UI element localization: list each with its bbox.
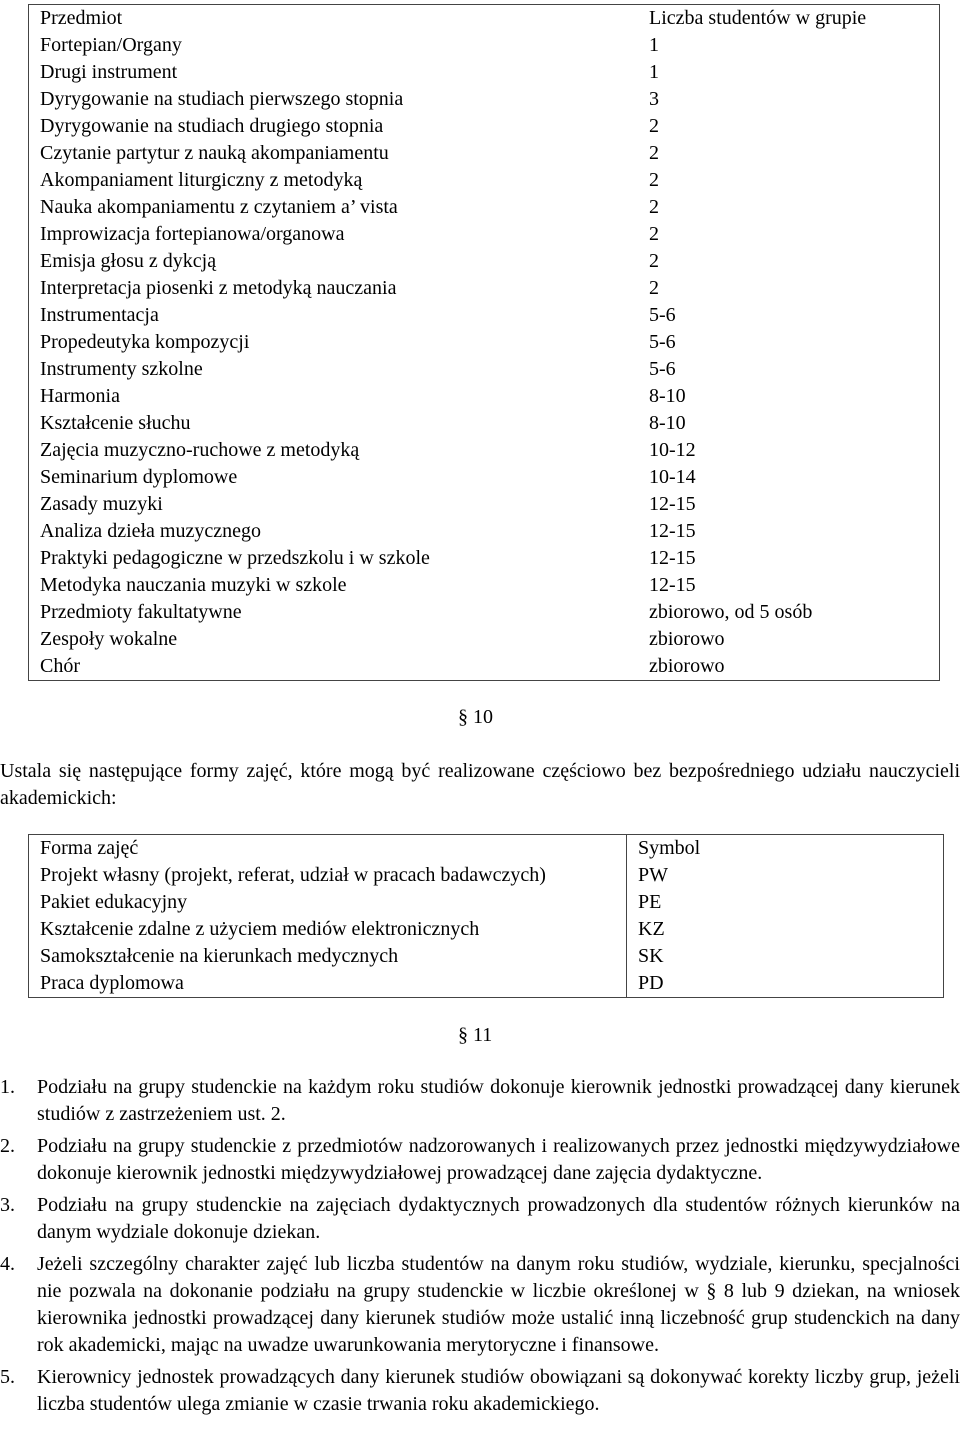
table-row [29,437,940,464]
count-cell: 5-6 [649,304,676,326]
form-cell: Praca dyplomowa [40,972,184,994]
list-item-text: Jeżeli szczególny charakter zajęć lub liczba studentów na danym roku studiów, wydziale, kierunku, specjalności nie pozwala na dokonanie podziału na grupy studenckie w liczbie określonej w § 8 lub 9 dziekan, na wniosek kierownika jednostki prowadzącej dany kierunek studiów może ustalić inną liczebność grup studenckich na dany rok akademicki, mając na uwadze uwarunkowania merytoryczne i finansowe. [37,1253,960,1356]
table-row [29,943,944,970]
subject-cell: Metodyka nauczania muzyki w szkole [40,574,347,596]
count-cell: 12-15 [649,547,696,569]
section-marker-10: § 10 [458,706,493,728]
table-row [29,464,940,491]
subject-cell: Czytanie partytur z nauką akompaniamentu [40,142,389,164]
table-row [29,862,944,889]
subject-cell: Interpretacja piosenki z metodyką nauczania [40,277,397,299]
list-item-text: Podziału na grupy studenckie na każdym roku studiów dokonuje kierownik jednostki prowadzącej dany kierunek studiów z zastrzeżeniem ust. 2. [37,1076,960,1125]
subject-cell: Dyrygowanie na studiach pierwszego stopnia [40,88,404,110]
subject-cell: Analiza dzieła muzycznego [40,520,261,542]
table-row [29,86,940,113]
list-item-text: Podziału na grupy studenckie z przedmiotów nadzorowanych i realizowanych przez jednostki międzywydziałowe dokonuje kierownik jednostki międzywydziałowej prowadzącej dane zajęcia dydaktyczne. [37,1135,960,1184]
numbered-paragraphs [0,1074,960,1423]
header-subject: Przedmiot [40,7,123,29]
table-header-row [29,5,940,33]
count-cell: 3 [649,88,659,110]
symbol-cell: SK [627,943,944,970]
subject-cell: Emisja głosu z dykcją [40,250,217,272]
symbol-cell: PE [627,889,944,916]
symbol-cell: PD [627,970,944,998]
table-row [29,140,940,167]
subject-cell: Przedmioty fakultatywne [40,601,242,623]
table-header-row [29,835,944,863]
count-cell: 1 [649,34,659,56]
list-item-text: Podziału na grupy studenckie na zajęciach dydaktycznych prowadzonych dla studentów różnych kierunków na danym wydziale dokonuje dziekan. [37,1194,960,1243]
table-row [29,970,944,998]
list-item-number: 1. [0,1076,15,1098]
table-row [29,248,940,275]
table-row [29,518,940,545]
count-cell: 2 [649,250,659,272]
subject-cell: Zajęcia muzyczno-ruchowe z metodyką [40,439,360,461]
count-cell: zbiorowo, od 5 osób [649,601,813,623]
table-row [29,194,940,221]
group-size-table [28,4,940,681]
subject-cell: Zespoły wokalne [40,628,178,650]
count-cell: 12-15 [649,574,696,596]
subject-cell: Praktyki pedagogiczne w przedszkolu i w szkole [40,547,430,569]
header-count: Liczba studentów w grupie [649,7,867,29]
count-cell: 5-6 [649,358,676,380]
subject-cell: Fortepian/Organy [40,34,182,56]
count-cell: 2 [649,169,659,191]
count-cell: 10-14 [649,466,696,488]
subject-cell: Zasady muzyki [40,493,163,515]
list-item-number: 5. [0,1366,15,1388]
table-row [29,653,940,681]
table-row [29,59,940,86]
list-item [0,1133,960,1187]
intro-paragraph: Ustala się następujące formy zajęć, które mogą być realizowane częściowo bez bezpośredniego udziału nauczycieli akademickich: [0,760,960,809]
symbol-cell: PW [627,862,944,889]
subject-cell: Chór [40,655,80,677]
list-item-number: 2. [0,1135,15,1157]
list-item [0,1074,960,1128]
form-cell: Projekt własny (projekt, referat, udział w pracach badawczych) [40,864,546,886]
table-row [29,275,940,302]
table-row [29,302,940,329]
table-row [29,113,940,140]
table-row [29,167,940,194]
subject-cell: Improwizacja fortepianowa/organowa [40,223,345,245]
count-cell: 12-15 [649,493,696,515]
form-cell: Pakiet edukacyjny [40,891,188,913]
count-cell: 2 [649,115,659,137]
list-item-number: 4. [0,1253,15,1275]
table-row [29,916,944,943]
count-cell: 5-6 [649,331,676,353]
count-cell: 2 [649,196,659,218]
count-cell: zbiorowo [649,655,725,677]
subject-cell: Drugi instrument [40,61,178,83]
list-item [0,1192,960,1246]
table-row [29,599,940,626]
table-row [29,32,940,59]
subject-cell: Nauka akompaniamentu z czytaniem a’ vista [40,196,398,218]
table-row [29,356,940,383]
subject-cell: Akompaniament liturgiczny z metodyką [40,169,363,191]
header-form: Forma zajęć [40,837,139,859]
count-cell: 2 [649,277,659,299]
symbol-cell: KZ [627,916,944,943]
subject-cell: Propedeutyka kompozycji [40,331,250,353]
subject-cell: Instrumenty szkolne [40,358,203,380]
table-row [29,383,940,410]
table-row [29,491,940,518]
form-cell: Samokształcenie na kierunkach medycznych [40,945,399,967]
table-row [29,626,940,653]
list-item [0,1364,960,1418]
section-marker-11: § 11 [458,1024,493,1046]
class-forms-table [28,834,944,998]
subject-cell: Harmonia [40,385,120,407]
subject-cell: Instrumentacja [40,304,159,326]
count-cell: 8-10 [649,412,686,434]
count-cell: 2 [649,142,659,164]
count-cell: 2 [649,223,659,245]
subject-cell: Kształcenie słuchu [40,412,191,434]
count-cell: 8-10 [649,385,686,407]
table-row [29,545,940,572]
form-cell: Kształcenie zdalne z użyciem mediów elektronicznych [40,918,480,940]
count-cell: zbiorowo [649,628,725,650]
table-row [29,221,940,248]
list-item [0,1251,960,1359]
header-symbol: Symbol [627,835,944,863]
subject-cell: Dyrygowanie na studiach drugiego stopnia [40,115,384,137]
list-item-text: Kierownicy jednostek prowadzących dany kierunek studiów obowiązani są dokonywać korekty liczby grup, jeżeli liczba studentów ulega zmianie w czasie trwania roku akademickiego. [37,1366,960,1415]
count-cell: 10-12 [649,439,696,461]
count-cell: 12-15 [649,520,696,542]
count-cell: 1 [649,61,659,83]
table-row [29,410,940,437]
list-item-number: 3. [0,1194,15,1216]
table-row [29,329,940,356]
table-row [29,889,944,916]
table-row [29,572,940,599]
subject-cell: Seminarium dyplomowe [40,466,238,488]
